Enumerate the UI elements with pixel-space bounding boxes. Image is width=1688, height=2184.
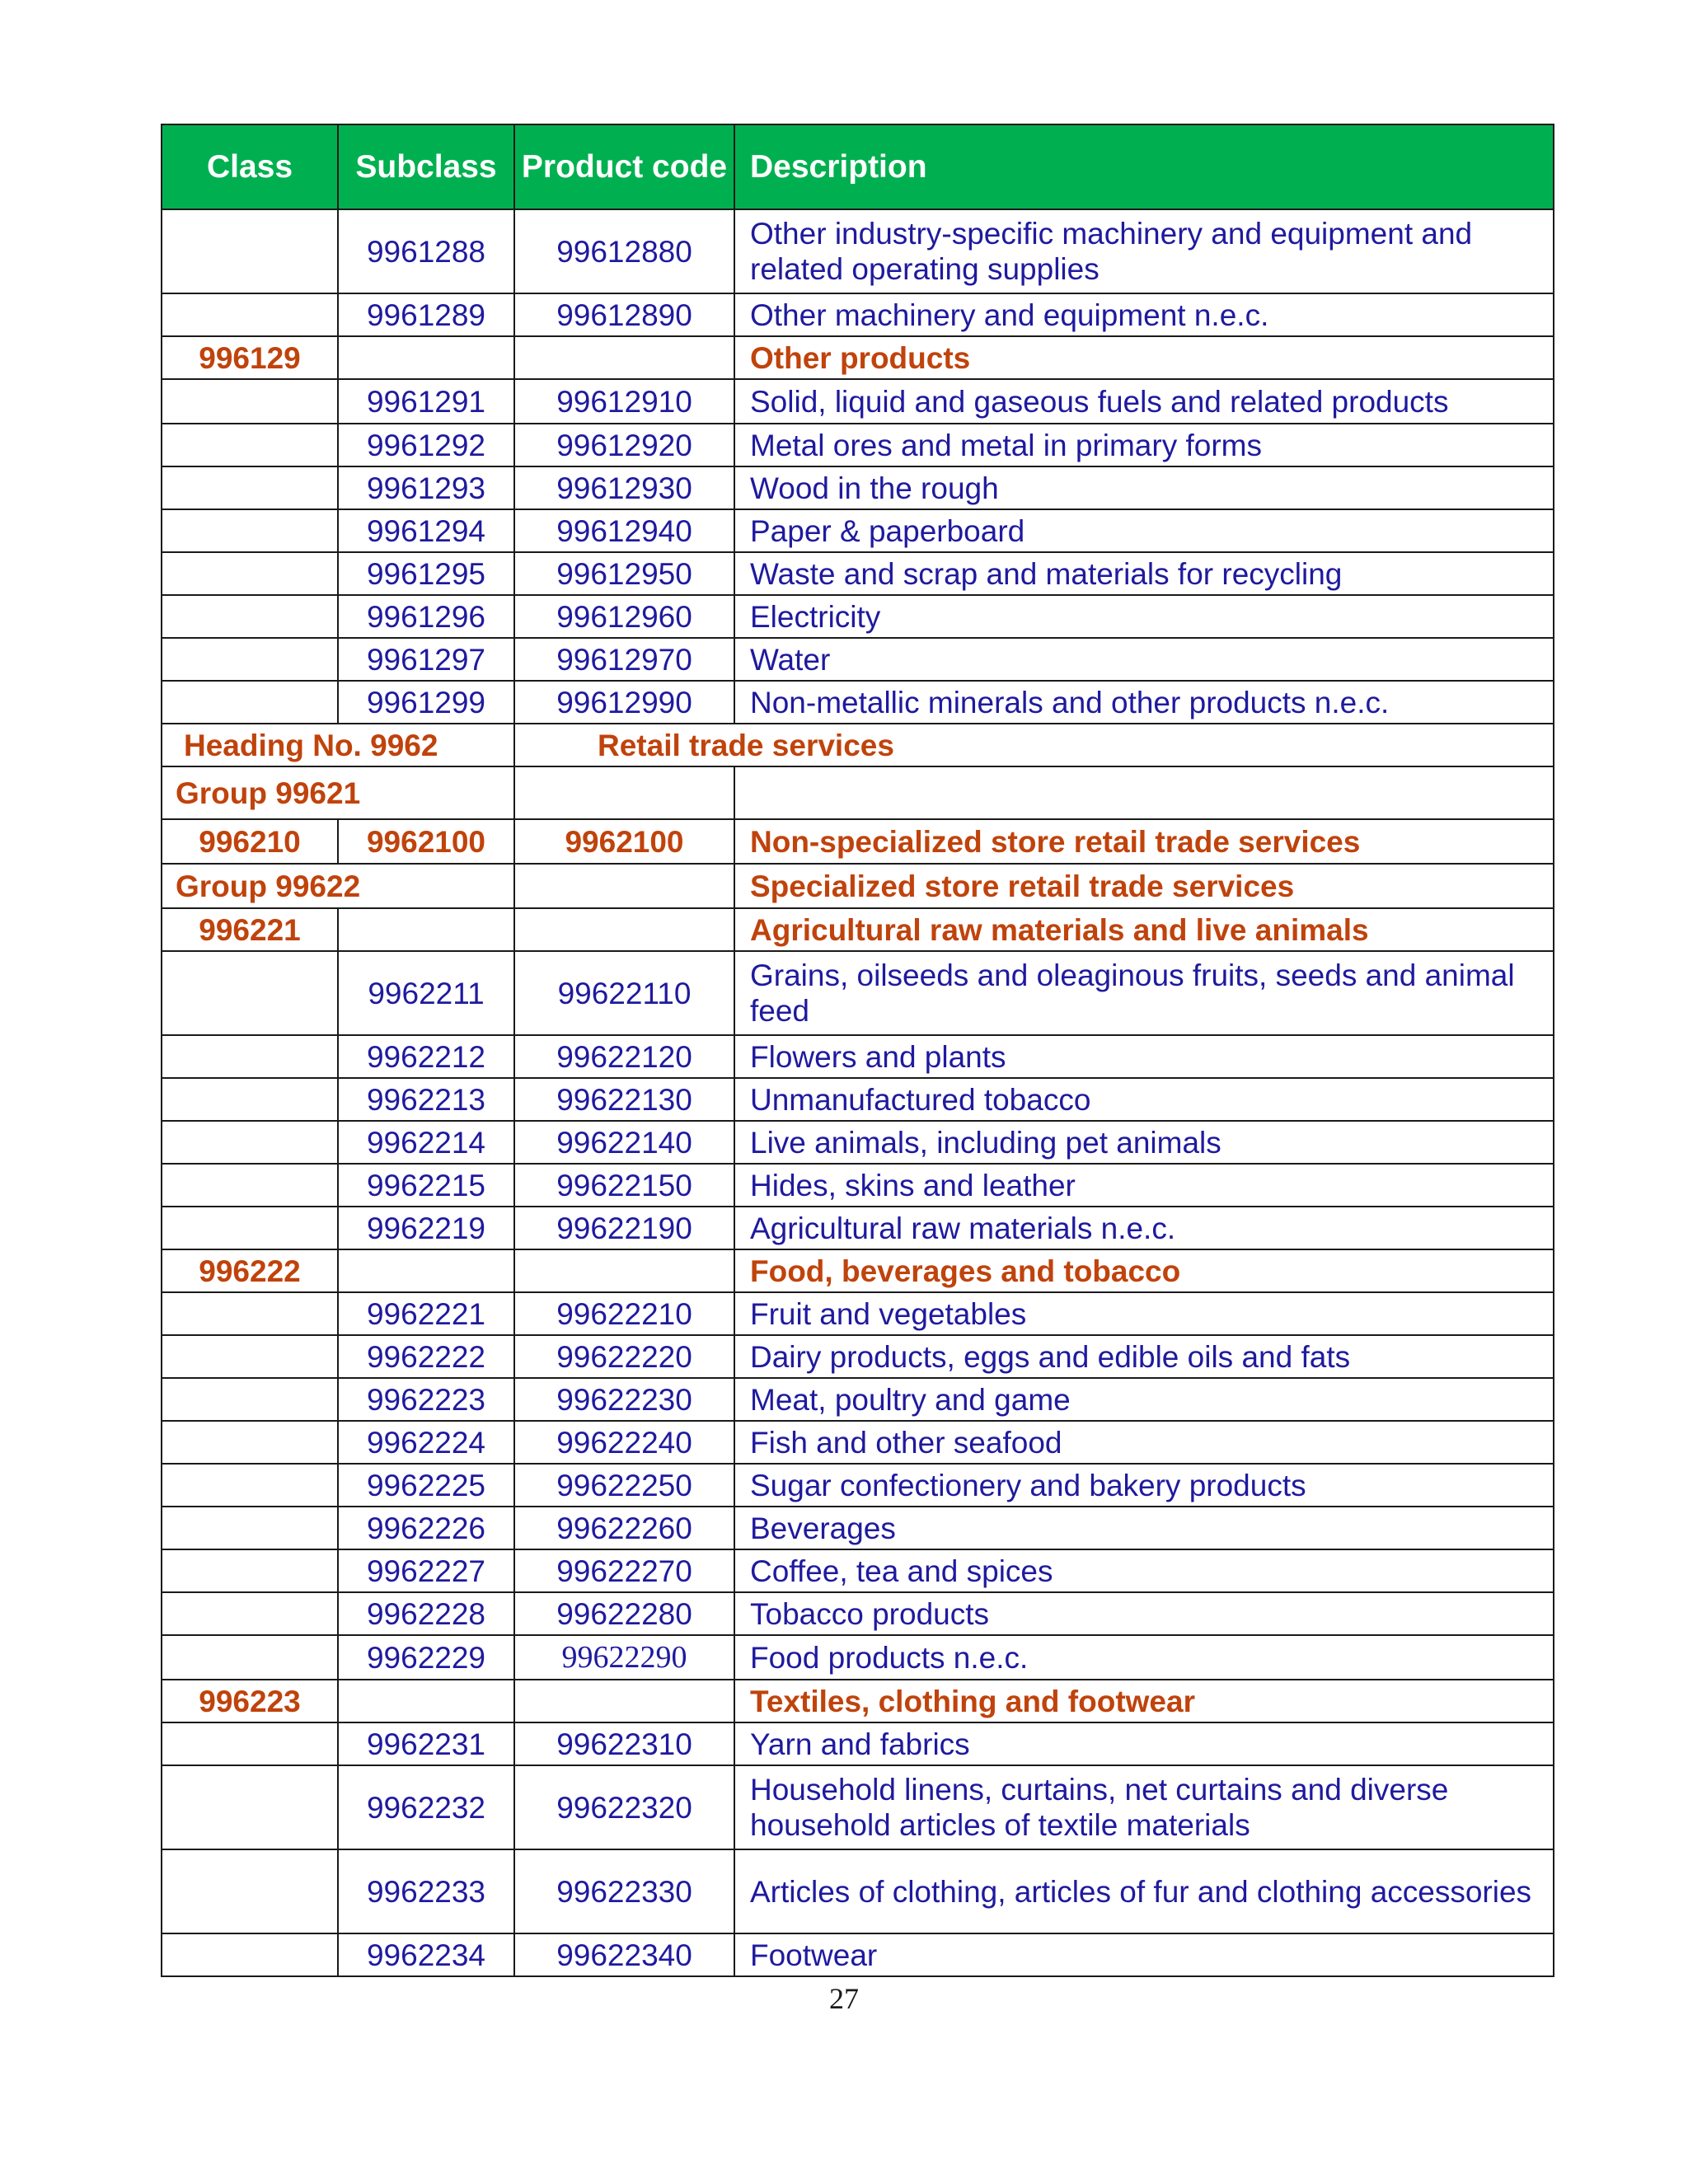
class-cell — [162, 595, 338, 638]
subclass-cell: 9961292 — [338, 424, 514, 466]
product-code-cell: 99622220 — [514, 1335, 734, 1378]
table-row — [162, 293, 1554, 336]
product-code-cell: 99622340 — [514, 1933, 734, 1976]
subclass-cell: 9962219 — [338, 1207, 514, 1249]
product-code-table — [161, 124, 1554, 1977]
description-cell: Other industry-specific machinery and equipment and related operating supplies — [734, 209, 1554, 293]
class-cell — [162, 1121, 338, 1164]
group-row — [162, 766, 1554, 819]
product-code-cell: 99612920 — [514, 424, 734, 466]
table-header-row — [162, 124, 1554, 209]
description-cell: Unmanufactured tobacco — [734, 1078, 1554, 1121]
product-code-cell — [514, 908, 734, 951]
product-code-cell: 99612970 — [514, 638, 734, 681]
subclass-cell: 9962223 — [338, 1378, 514, 1421]
subclass-cell: 9962229 — [338, 1635, 514, 1680]
product-code-cell: 99612990 — [514, 681, 734, 724]
subclass-cell: 9962213 — [338, 1078, 514, 1121]
description-cell: Agricultural raw materials and live animals — [734, 908, 1554, 951]
class-cell — [162, 1722, 338, 1765]
table-row — [162, 681, 1554, 724]
description-cell: Household linens, curtains, net curtains and diverse household articles of textile materials — [734, 1765, 1554, 1849]
subclass-cell: 9961299 — [338, 681, 514, 724]
subclass-cell: 9962100 — [338, 819, 514, 864]
description-cell: Coffee, tea and spices — [734, 1549, 1554, 1592]
subclass-cell: 9962228 — [338, 1592, 514, 1635]
table-row — [162, 1035, 1554, 1078]
col-header-product-code: Product code — [514, 124, 734, 209]
product-code-cell: 99622280 — [514, 1592, 734, 1635]
product-code-cell: 99612930 — [514, 466, 734, 509]
class-cell — [162, 552, 338, 595]
table-row — [162, 1933, 1554, 1976]
subclass-cell: 9962233 — [338, 1849, 514, 1933]
class-cell — [162, 1464, 338, 1507]
description-cell: Articles of clothing, articles of fur and clothing accessories — [734, 1849, 1554, 1933]
product-code-cell — [514, 336, 734, 379]
page-number: 27 — [829, 1982, 859, 2015]
subclass-cell: 9962232 — [338, 1765, 514, 1849]
product-code-cell — [514, 1680, 734, 1722]
description-cell: Food products n.e.c. — [734, 1635, 1554, 1680]
subclass-cell: 9962231 — [338, 1722, 514, 1765]
table-row — [162, 595, 1554, 638]
table-row — [162, 1378, 1554, 1421]
class-cell: 996223 — [162, 1680, 338, 1722]
heading-row — [162, 724, 1554, 766]
description-cell: Agricultural raw materials n.e.c. — [734, 1207, 1554, 1249]
table-row — [162, 379, 1554, 424]
description-cell: Yarn and fabrics — [734, 1722, 1554, 1765]
col-header-description: Description — [734, 124, 1554, 209]
class-cell — [162, 509, 338, 552]
class-cell: 996222 — [162, 1249, 338, 1292]
description-cell: Textiles, clothing and footwear — [734, 1680, 1554, 1722]
description-cell: Fruit and vegetables — [734, 1292, 1554, 1335]
product-code-cell: 99622110 — [514, 951, 734, 1035]
product-code-cell: 99622290 — [514, 1635, 734, 1680]
description-cell: Paper & paperboard — [734, 509, 1554, 552]
subclass-cell: 9962214 — [338, 1121, 514, 1164]
class-cell — [162, 466, 338, 509]
subclass-cell: 9961291 — [338, 379, 514, 424]
table-row — [162, 1592, 1554, 1635]
table-row — [162, 1078, 1554, 1121]
subclass-cell: 9962221 — [338, 1292, 514, 1335]
group-row — [162, 864, 1554, 908]
description-cell: Electricity — [734, 595, 1554, 638]
class-cell — [162, 1421, 338, 1464]
table-row — [162, 1164, 1554, 1207]
subclass-cell: 9962234 — [338, 1933, 514, 1976]
class-cell — [162, 1507, 338, 1549]
class-cell — [162, 1335, 338, 1378]
description-cell: Sugar confectionery and bakery products — [734, 1464, 1554, 1507]
description-cell: Fish and other seafood — [734, 1421, 1554, 1464]
description-cell: Water — [734, 638, 1554, 681]
table-row — [162, 1722, 1554, 1765]
heading-number: Heading No. 9962 — [162, 724, 514, 766]
subclass-cell: 9962222 — [338, 1335, 514, 1378]
product-code-cell: 99622150 — [514, 1164, 734, 1207]
description-cell: Other products — [734, 336, 1554, 379]
product-code-cell: 99612950 — [514, 552, 734, 595]
class-cell — [162, 1549, 338, 1592]
table-row — [162, 1849, 1554, 1933]
subclass-cell: 9961289 — [338, 293, 514, 336]
description-cell: Waste and scrap and materials for recycling — [734, 552, 1554, 595]
class-cell — [162, 1849, 338, 1933]
table-row — [162, 1421, 1554, 1464]
class-row — [162, 819, 1554, 864]
subclass-cell: 9961294 — [338, 509, 514, 552]
subclass-cell: 9961297 — [338, 638, 514, 681]
description-cell: Wood in the rough — [734, 466, 1554, 509]
product-code-cell: 99622260 — [514, 1507, 734, 1549]
subclass-cell: 9961293 — [338, 466, 514, 509]
table-row — [162, 1464, 1554, 1507]
col-header-class: Class — [162, 124, 338, 209]
class-row — [162, 1680, 1554, 1722]
class-cell — [162, 1035, 338, 1078]
table-row — [162, 638, 1554, 681]
table-row — [162, 1507, 1554, 1549]
group-cell: Group 99621 — [162, 766, 514, 819]
class-cell — [162, 1078, 338, 1121]
description-cell: Solid, liquid and gaseous fuels and related products — [734, 379, 1554, 424]
subclass-cell: 9962227 — [338, 1549, 514, 1592]
class-cell: 996221 — [162, 908, 338, 951]
class-cell: 996210 — [162, 819, 338, 864]
description-cell: Metal ores and metal in primary forms — [734, 424, 1554, 466]
product-code-cell: 99612880 — [514, 209, 734, 293]
table-row — [162, 1335, 1554, 1378]
description-cell: Flowers and plants — [734, 1035, 1554, 1078]
table-row — [162, 424, 1554, 466]
col-header-subclass: Subclass — [338, 124, 514, 209]
class-cell — [162, 638, 338, 681]
subclass-cell — [338, 1249, 514, 1292]
description-cell: Beverages — [734, 1507, 1554, 1549]
subclass-cell: 9962212 — [338, 1035, 514, 1078]
subclass-cell: 9961295 — [338, 552, 514, 595]
subclass-cell — [338, 1680, 514, 1722]
product-code-cell: 99622120 — [514, 1035, 734, 1078]
subclass-cell: 9961288 — [338, 209, 514, 293]
table-row — [162, 466, 1554, 509]
description-cell: Dairy products, eggs and edible oils and fats — [734, 1335, 1554, 1378]
description-cell: Specialized store retail trade services — [734, 864, 1554, 908]
description-cell: Other machinery and equipment n.e.c. — [734, 293, 1554, 336]
table-row — [162, 509, 1554, 552]
product-code-cell: 99622230 — [514, 1378, 734, 1421]
class-cell — [162, 681, 338, 724]
class-row — [162, 1249, 1554, 1292]
description-cell: Tobacco products — [734, 1592, 1554, 1635]
class-cell — [162, 1207, 338, 1249]
product-code-cell: 99622130 — [514, 1078, 734, 1121]
description-cell: Live animals, including pet animals — [734, 1121, 1554, 1164]
table-row — [162, 552, 1554, 595]
table-row — [162, 1765, 1554, 1849]
class-cell — [162, 293, 338, 336]
table-row — [162, 1207, 1554, 1249]
class-row — [162, 908, 1554, 951]
class-cell — [162, 379, 338, 424]
heading-title: Retail trade services — [514, 724, 1554, 766]
description-cell — [734, 766, 1554, 819]
group-cell: Group 99622 — [162, 864, 514, 908]
subclass-cell: 9962226 — [338, 1507, 514, 1549]
product-code-cell: 99622250 — [514, 1464, 734, 1507]
product-code-cell: 99622140 — [514, 1121, 734, 1164]
description-cell: Footwear — [734, 1933, 1554, 1976]
description-cell: Non-metallic minerals and other products n.e.c. — [734, 681, 1554, 724]
product-code-cell: 9962100 — [514, 819, 734, 864]
product-code-cell: 99622270 — [514, 1549, 734, 1592]
description-cell: Food, beverages and tobacco — [734, 1249, 1554, 1292]
class-cell — [162, 209, 338, 293]
subclass-cell: 9961296 — [338, 595, 514, 638]
table-row — [162, 1121, 1554, 1164]
product-code-cell: 99622310 — [514, 1722, 734, 1765]
table-row — [162, 1292, 1554, 1335]
product-code-cell: 99622210 — [514, 1292, 734, 1335]
product-code-cell: 99612940 — [514, 509, 734, 552]
subclass-cell: 9962224 — [338, 1421, 514, 1464]
class-cell: 996129 — [162, 336, 338, 379]
product-code-cell: 99612890 — [514, 293, 734, 336]
class-cell — [162, 1164, 338, 1207]
description-cell: Meat, poultry and game — [734, 1378, 1554, 1421]
product-code-cell — [514, 766, 734, 819]
table-row — [162, 209, 1554, 293]
subclass-cell: 9962225 — [338, 1464, 514, 1507]
class-cell — [162, 1635, 338, 1680]
class-cell — [162, 1378, 338, 1421]
product-code-cell: 99622330 — [514, 1849, 734, 1933]
product-code-cell: 99612910 — [514, 379, 734, 424]
class-cell — [162, 1765, 338, 1849]
description-cell: Hides, skins and leather — [734, 1164, 1554, 1207]
product-code-cell: 99622240 — [514, 1421, 734, 1464]
subclass-cell: 9962215 — [338, 1164, 514, 1207]
subclass-cell: 9962211 — [338, 951, 514, 1035]
class-cell — [162, 424, 338, 466]
description-cell: Non-specialized store retail trade services — [734, 819, 1554, 864]
class-cell — [162, 1292, 338, 1335]
subclass-cell — [338, 336, 514, 379]
class-cell — [162, 1933, 338, 1976]
table-row — [162, 951, 1554, 1035]
class-cell — [162, 1592, 338, 1635]
product-code-cell — [514, 864, 734, 908]
product-code-cell: 99612960 — [514, 595, 734, 638]
product-code-cell: 99622190 — [514, 1207, 734, 1249]
table-row — [162, 1549, 1554, 1592]
product-code-cell — [514, 1249, 734, 1292]
class-cell — [162, 951, 338, 1035]
subclass-cell — [338, 908, 514, 951]
table-row — [162, 1635, 1554, 1680]
class-row — [162, 336, 1554, 379]
product-code-cell: 99622320 — [514, 1765, 734, 1849]
description-cell: Grains, oilseeds and oleaginous fruits, seeds and animal feed — [734, 951, 1554, 1035]
